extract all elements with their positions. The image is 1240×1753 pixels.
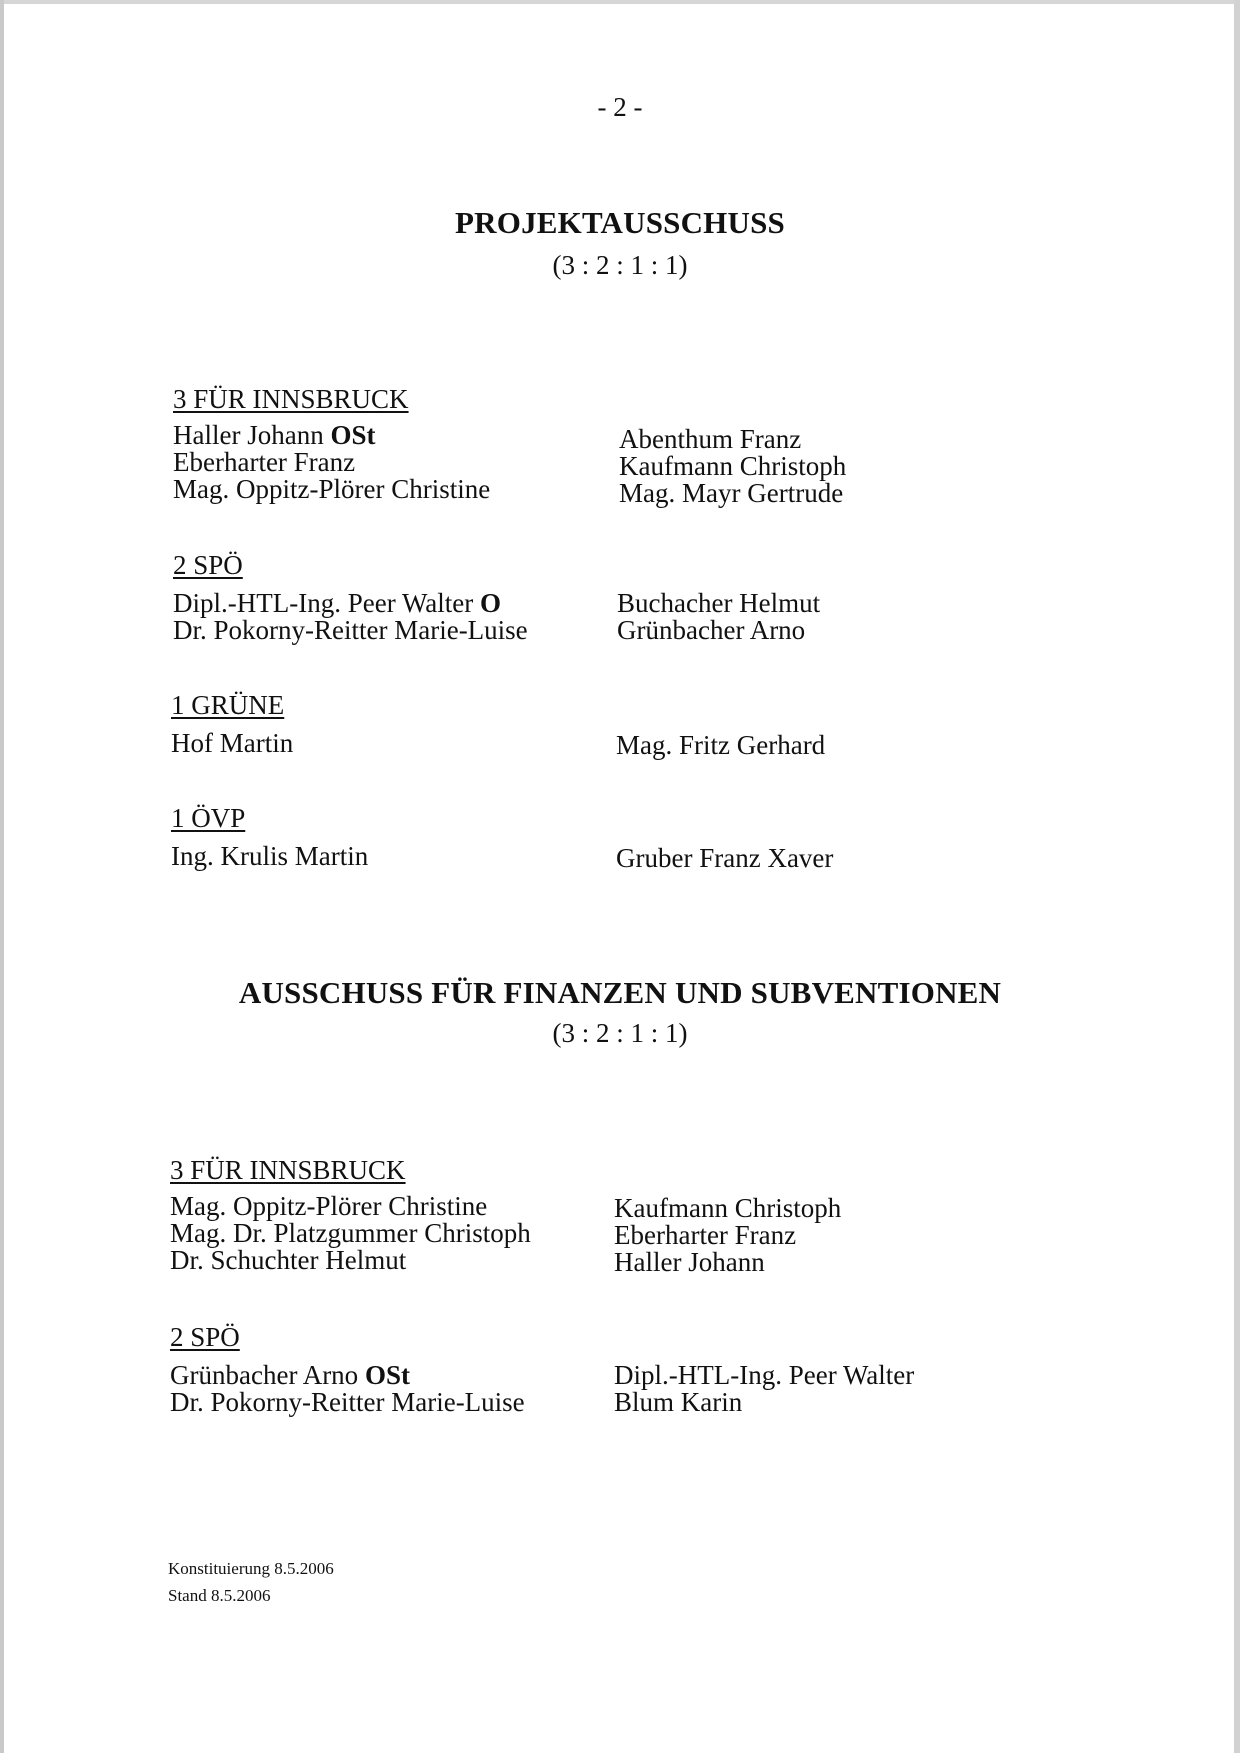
substitute-row: Buchacher Helmut	[617, 588, 821, 618]
substitute-row: Grünbacher Arno	[617, 615, 806, 645]
scan-edge-top	[0, 0, 1240, 4]
page-number: - 2 -	[597, 92, 643, 122]
committee-title: PROJEKTAUSSCHUSS	[455, 205, 785, 240]
member-row: Hof Martin	[171, 728, 294, 758]
member-row: Mag. Dr. Platzgummer Christoph	[170, 1218, 531, 1248]
member-row: Eberharter Franz	[173, 447, 356, 477]
party-heading: 3 FÜR INNSBRUCK	[170, 1155, 406, 1185]
member-row: Haller Johann OSt	[173, 420, 376, 450]
substitute-row: Mag. Mayr Gertrude	[619, 478, 844, 508]
party-group	[170, 1322, 915, 1417]
substitute-row: Blum Karin	[614, 1387, 743, 1417]
substitute-row: Abenthum Franz	[619, 424, 802, 454]
party-heading: 2 SPÖ	[173, 550, 243, 580]
role-mark: OSt	[330, 420, 376, 450]
substitute-row: Haller Johann	[614, 1247, 765, 1277]
party-heading: 1 ÖVP	[171, 803, 246, 833]
committee-ratio: (3 : 2 : 1 : 1)	[552, 250, 688, 280]
members-column	[170, 1193, 531, 1274]
members-column	[171, 843, 368, 870]
substitutes-column	[614, 1195, 841, 1276]
member-row: Mag. Oppitz-Plörer Christine	[173, 474, 491, 504]
committee-title: AUSSCHUSS FÜR FINANZEN UND SUBVENTIONEN	[238, 975, 1002, 1010]
party-heading: 3 FÜR INNSBRUCK	[173, 384, 409, 414]
members-column	[173, 590, 528, 644]
party-group	[171, 803, 834, 873]
substitute-row: Eberharter Franz	[614, 1220, 797, 1250]
substitutes-column	[614, 1362, 914, 1416]
footer-notes	[168, 1555, 334, 1609]
party-group	[173, 550, 821, 645]
footer-status-date: Stand 8.5.2006	[168, 1586, 271, 1605]
substitute-row: Gruber Franz Xaver	[616, 843, 834, 873]
member-row: Dr. Pokorny-Reitter Marie-Luise	[170, 1387, 525, 1417]
members-column	[173, 422, 490, 503]
substitute-row: Kaufmann Christoph	[619, 451, 847, 481]
substitute-row: Dipl.-HTL-Ing. Peer Walter	[614, 1360, 915, 1390]
members-column	[170, 1362, 525, 1416]
party-group	[170, 1155, 842, 1277]
member-row: Ing. Krulis Martin	[171, 841, 369, 871]
substitutes-column	[616, 732, 825, 759]
members-column	[171, 730, 293, 757]
party-group	[173, 384, 847, 508]
member-row: Mag. Oppitz-Plörer Christine	[170, 1191, 488, 1221]
role-mark: O	[479, 588, 501, 618]
role-mark: OSt	[364, 1360, 410, 1390]
party-group	[171, 690, 826, 760]
party-heading: 1 GRÜNE	[171, 690, 285, 720]
substitute-row: Kaufmann Christoph	[614, 1193, 842, 1223]
substitutes-column	[617, 590, 820, 644]
committee-ratio: (3 : 2 : 1 : 1)	[552, 1018, 688, 1048]
substitute-row: Mag. Fritz Gerhard	[616, 730, 826, 760]
substitutes-column	[616, 845, 833, 872]
member-row: Dr. Pokorny-Reitter Marie-Luise	[173, 615, 528, 645]
member-row: Dr. Schuchter Helmut	[170, 1245, 407, 1275]
member-row: Grünbacher Arno OSt	[170, 1360, 410, 1390]
member-row: Dipl.-HTL-Ing. Peer Walter O	[173, 588, 501, 618]
substitutes-column	[619, 426, 846, 507]
party-heading: 2 SPÖ	[170, 1322, 240, 1352]
footer-constitution-date: Konstituierung 8.5.2006	[168, 1559, 334, 1578]
